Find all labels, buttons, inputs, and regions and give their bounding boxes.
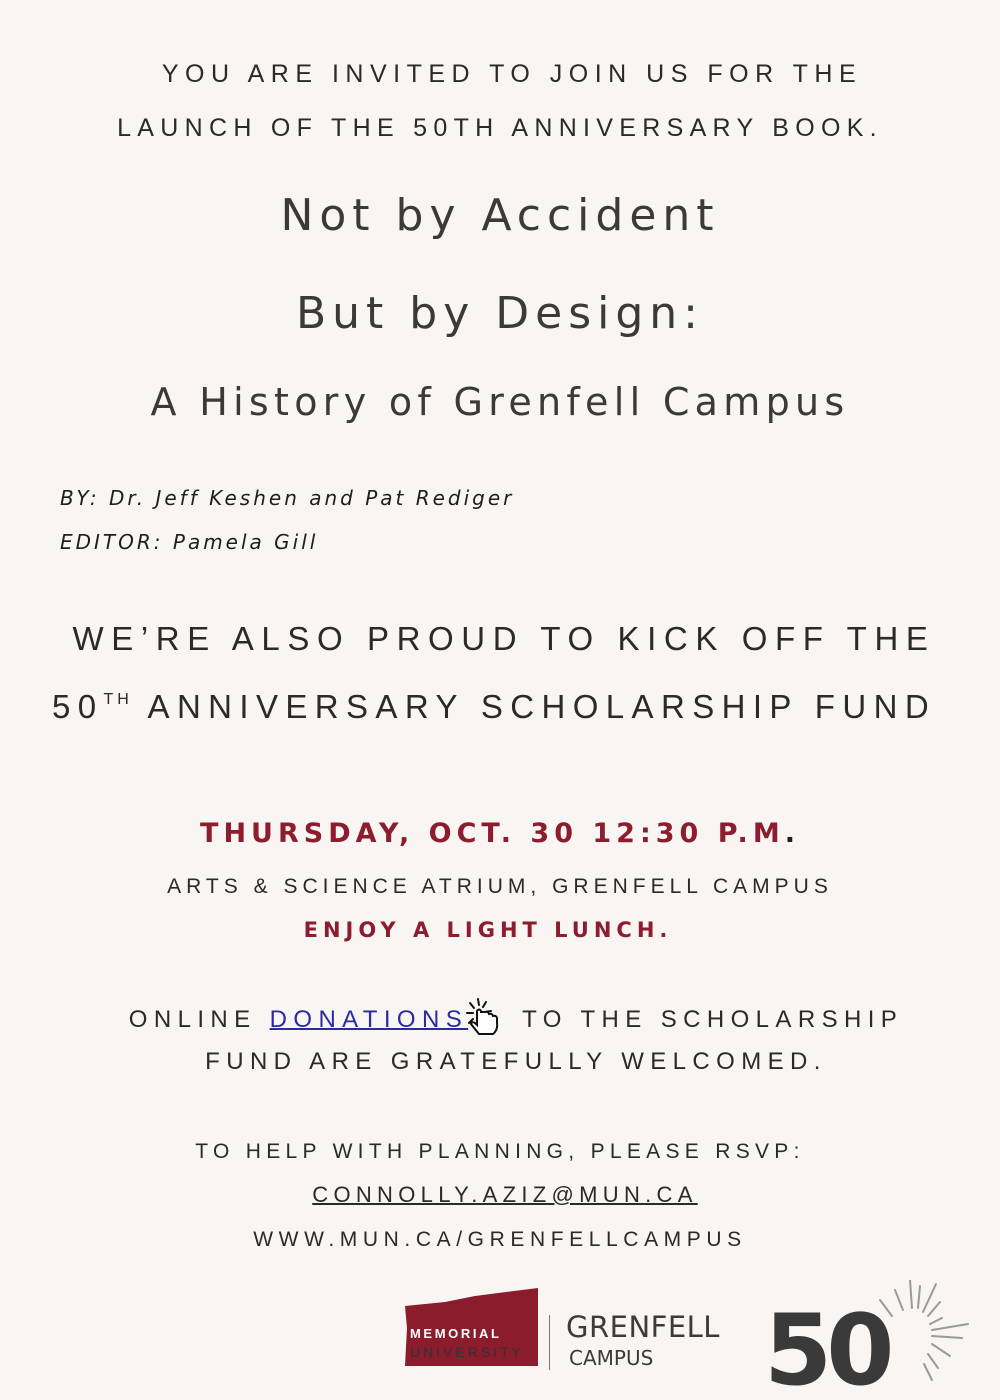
donations-suffix: TO THE SCHOLARSHIP (522, 1006, 904, 1033)
donations-link[interactable]: DONATIONS (269, 1006, 469, 1033)
scholarship-ordinal-suffix: TH (103, 691, 133, 708)
university-logo-text: UNIVERSITY (410, 1344, 525, 1360)
rsvp-prompt: TO HELP WITH PLANNING, PLEASE RSVP: (195, 1140, 805, 1163)
scholarship-line-1: WE’RE ALSO PROUD TO KICK OFF THE (72, 620, 936, 657)
book-subtitle: A History of Grenfell Campus (150, 380, 850, 424)
event-date-time (0, 818, 1000, 849)
rsvp-email-row (0, 1182, 1000, 1208)
event-date-time-period: . (784, 818, 800, 849)
logo-divider (549, 1315, 550, 1370)
book-editor: EDITOR: Pamela Gill (60, 530, 319, 554)
svg-text:50: 50 (764, 1294, 889, 1390)
website-url[interactable]: WWW.MUN.CA/GRENFELLCAMPUS (253, 1228, 747, 1251)
scholarship-ordinal: 50 (51, 688, 104, 725)
event-note: ENJOY A LIGHT LUNCH. (303, 918, 673, 942)
grenfell-logo-text: GRENFELL (566, 1310, 720, 1344)
event-date-time-text: THURSDAY, OCT. 30 12:30 P.M (200, 818, 785, 849)
campus-logo-text: CAMPUS (569, 1346, 654, 1370)
book-title-line-1: Not by Accident (280, 190, 720, 241)
scholarship-line-2 (0, 688, 994, 726)
rsvp-email-link[interactable]: CONNOLLY.AZIZ@MUN.CA (312, 1182, 698, 1207)
donations-line-2: FUND ARE GRATEFULLY WELCOMED. (205, 1048, 827, 1075)
scholarship-fund-name: ANNIVERSARY SCHOLARSHIP FUND (147, 688, 937, 725)
fifty-anniversary-burst-icon (760, 1280, 980, 1390)
book-authors: BY: Dr. Jeff Keshen and Pat Rediger (60, 486, 515, 510)
donations-prefix: ONLINE (128, 1006, 257, 1033)
donations-line-1 (16, 997, 1000, 1037)
event-location: ARTS & SCIENCE ATRIUM, GRENFELL CAMPUS (167, 875, 833, 898)
memorial-logo-text: MEMORIAL (410, 1326, 502, 1341)
invitation-line-2: LAUNCH OF THE 50TH ANNIVERSARY BOOK. (117, 114, 883, 142)
pointing-hand-click-icon[interactable] (464, 997, 516, 1037)
invitation-line-1: YOU ARE INVITED TO JOIN US FOR THE (161, 60, 863, 88)
footer-logos (400, 1240, 980, 1390)
book-title-line-2: But by Design: (295, 288, 704, 339)
